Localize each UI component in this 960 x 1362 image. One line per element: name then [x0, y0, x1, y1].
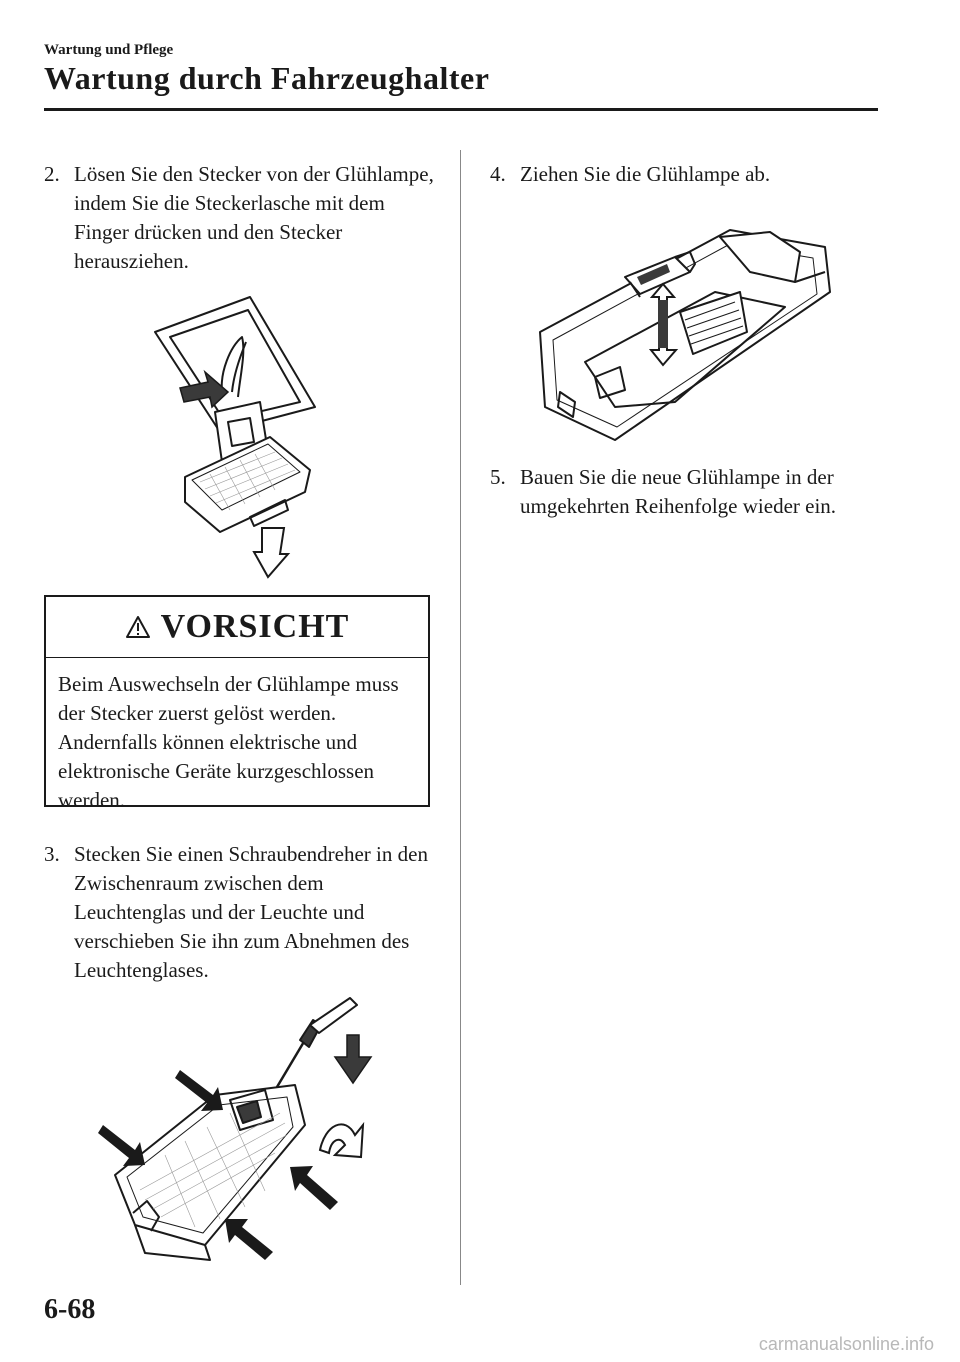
- step-2: [44, 160, 434, 276]
- caution-header: [46, 597, 428, 658]
- bulb-pull-illustration: [525, 222, 835, 452]
- title-rule: [44, 108, 878, 111]
- step-number: 3.: [44, 842, 60, 866]
- page-title: Wartung durch Fahrzeughalter: [44, 60, 490, 96]
- step-number: 5.: [490, 465, 506, 489]
- step-5: [490, 463, 880, 521]
- warning-triangle-icon: [125, 615, 151, 639]
- caution-title: VORSICHT: [160, 608, 350, 645]
- lens-removal-illustration: [95, 995, 395, 1265]
- caution-text: Beim Auswechseln der Glühlampe muss der Stecker zuerst gelöst werden. Andernfalls können elektrische und elektronische Geräte kurzgeschlossen werden.: [58, 672, 399, 812]
- section-label: Wartung und Pflege: [44, 42, 174, 58]
- page-number: 6-68: [44, 1294, 96, 1325]
- step-number: 4.: [490, 162, 506, 186]
- step-3: [44, 840, 434, 985]
- step-text: Stecken Sie einen Schraubendreher in den Zwischenraum zwischen dem Leuchtenglas und der Leuchte und verschieben Sie ihn zum Abnehmen des Leuchtenglases.: [74, 842, 428, 982]
- step-text: Lösen Sie den Stecker von der Glühlampe, indem Sie die Steckerlasche mit dem Finger drücken und den Stecker herausziehen.: [74, 162, 434, 273]
- caution-box: [44, 595, 430, 812]
- column-divider: [460, 150, 461, 1285]
- step-4: [490, 160, 880, 189]
- step-number: 2.: [44, 162, 60, 186]
- step-text: Ziehen Sie die Glühlampe ab.: [520, 162, 771, 186]
- connector-removal-illustration: [150, 292, 330, 582]
- watermark: carmanualsonline.info: [758, 1334, 934, 1354]
- step-text: Bauen Sie die neue Glühlampe in der umgekehrten Reihenfolge wieder ein.: [520, 465, 837, 518]
